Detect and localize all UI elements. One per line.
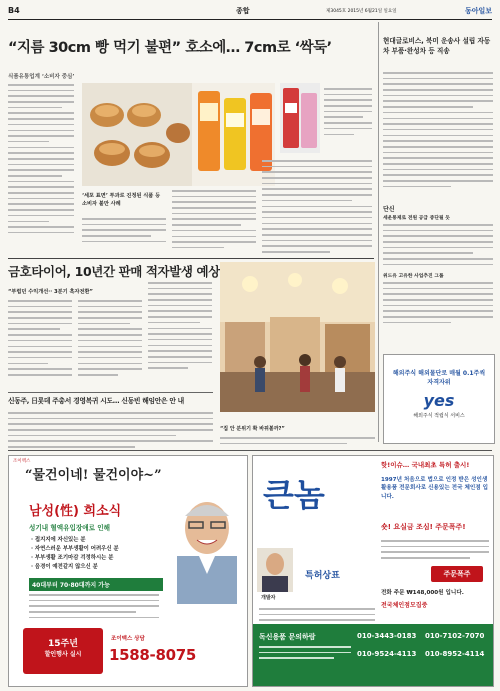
ad2-promo2: 1997년 처음으로 법으로 인정 받은 성인생활용품 전문회사로 신용있는 전국 체인점 입니다. — [381, 477, 489, 500]
article3-text — [8, 412, 213, 452]
ad1-body-text — [29, 594, 159, 622]
article2-col3-text — [148, 282, 212, 373]
brief-item-1: 세운통제로 전원 공급 중단될 듯 — [383, 216, 450, 221]
header-rule — [8, 19, 492, 20]
ad1-bullet: · 자연스러운 부부생활이 어려우신 분 — [31, 546, 119, 552]
ad2-store: 전국체인점모집중 — [381, 602, 428, 609]
article2-subhead: “부럽던 수익개선·· 3분기 흑자전환” — [8, 289, 93, 295]
ad2-footer-label: 독신용품 문의하람 — [259, 633, 316, 641]
ad2-price: 전화 주문 ₩148,000원 입니다. — [381, 590, 464, 596]
bread-and-products-image — [82, 83, 275, 186]
ad2-phone[interactable]: 010-3443-0183 — [357, 632, 417, 640]
sidebar-text — [383, 72, 493, 191]
ad2-order-button[interactable]: 주문폭주 — [431, 566, 483, 582]
elderly-man-photo — [169, 494, 245, 604]
joimax-ad[interactable] — [8, 455, 248, 687]
article3-headline: 신동주, 日롯데 주총서 경영복귀 시도… 신동빈 해임안은 안 내 — [8, 397, 184, 405]
brief-1-text — [383, 224, 493, 270]
photo2-caption: “집 안 분위기 확 바뀌볼까?” — [220, 426, 285, 432]
ad1-consult-label: 조이맥스 상담 — [111, 636, 145, 642]
keunnom-ad[interactable] — [252, 455, 494, 687]
section-divider — [8, 258, 374, 259]
ad1-top-label: 조이맥스 — [13, 459, 31, 464]
section-divider-2 — [8, 392, 213, 393]
ad1-headline: “물건이네! 물건이야~” — [25, 468, 162, 483]
article2-col1-text — [8, 300, 72, 380]
brief-2-text — [383, 282, 493, 328]
ad1-title: 남성(性) 희소식 — [29, 504, 122, 519]
ad1-badge-top: 15주년 — [48, 639, 78, 649]
yes-ad-brand: yes — [423, 391, 455, 410]
sidebar-headline: 현대글로비스, 북미 운송사 설립 자동차 부품·완성차 등 직송 — [383, 37, 491, 55]
ad1-bullet: · 음경이 예전같지 않으신 분 — [31, 564, 98, 570]
ad1-bullet: · 접지지에 자신있는 분 — [31, 537, 86, 543]
ad1-badge-bottom: 할인행사 실시 — [44, 651, 82, 658]
page-number: B4 — [8, 6, 20, 15]
packaged-products-image — [280, 83, 320, 153]
yes-ad[interactable] — [383, 354, 495, 444]
section-name: 종합 — [236, 7, 250, 15]
article1-col1-text — [8, 84, 74, 244]
ad1-bullet: · 부부생활 조기마감 걱정하시는 분 — [31, 555, 114, 561]
home-goods-store-image — [220, 262, 375, 412]
product-photo — [82, 83, 275, 186]
ad2-promo3: 숏! 요실금 조심! 주문폭주! — [381, 523, 466, 531]
article1-subhead: 식품유통업계 ‘소비자 중심’ — [8, 74, 75, 80]
store-photo — [220, 262, 375, 412]
page-header — [8, 5, 492, 19]
ad-section-rule — [8, 450, 492, 451]
brief-item-2: 위드유 고유한 사업추진 그룹 — [383, 274, 444, 279]
store-photo-caption — [220, 415, 375, 448]
edition-info: 제3045호 2015년 6월21일 일요일 — [326, 9, 397, 14]
article2-col2-text — [78, 300, 142, 380]
ad2-big-text: 큰놈 — [263, 476, 325, 514]
yes-ad-line1: 해외주식 해외물단로 매월 0.1주씩 자격자위 — [392, 370, 486, 386]
ad1-subtitle: 성기내 혈액유입장애로 인해 — [29, 524, 111, 532]
article1-col4-text — [262, 160, 372, 257]
article2-headline: 금호타이어, 10년간 판매 적자발생 예상 — [8, 264, 220, 279]
ad2-promo-text — [381, 540, 489, 563]
sidebar-divider — [378, 22, 379, 442]
brief-title: 단신 — [383, 206, 395, 213]
ad2-doctor-label: 개발자 — [261, 595, 276, 601]
ad2-logo-panel — [253, 456, 345, 546]
ad2-patent: 특허상표 — [305, 571, 340, 581]
article1-photo-caption: ‘세포 표면’ 투과로 진정된 식품 등 소비자 불만 사례 — [82, 193, 161, 207]
paper-name: 동아일보 — [464, 7, 492, 15]
article1-headline: “지름 30cm 빵 먹기 불편” 호소에… 7cm로 ‘싹둑’ — [8, 40, 332, 56]
ad2-phone[interactable]: 010-8952-4114 — [425, 650, 485, 658]
ad2-footer — [253, 624, 493, 686]
developer-photo — [257, 548, 293, 592]
yes-ad-line2: 해외주식 적립식 서비스 — [413, 413, 465, 419]
ad1-age-banner: 40대부터 70·80대까지 가능 — [29, 578, 163, 591]
ad2-footer-text — [259, 646, 351, 663]
ad1-bullet-list — [31, 536, 166, 572]
ad1-phone[interactable]: 1588-8075 — [109, 646, 197, 664]
photo-caption-side — [324, 88, 372, 139]
ad2-phone[interactable]: 010-7102-7070 — [425, 632, 485, 640]
article1-col2-text — [82, 218, 166, 246]
article1-col3-text — [172, 190, 256, 253]
ad2-phone[interactable]: 010-9524-4113 — [357, 650, 417, 658]
ad1-badge — [23, 628, 103, 674]
ad2-promo1: 핫!이슈… 국내최초 특허 출시! — [381, 461, 470, 469]
product-photo-small — [280, 83, 320, 153]
